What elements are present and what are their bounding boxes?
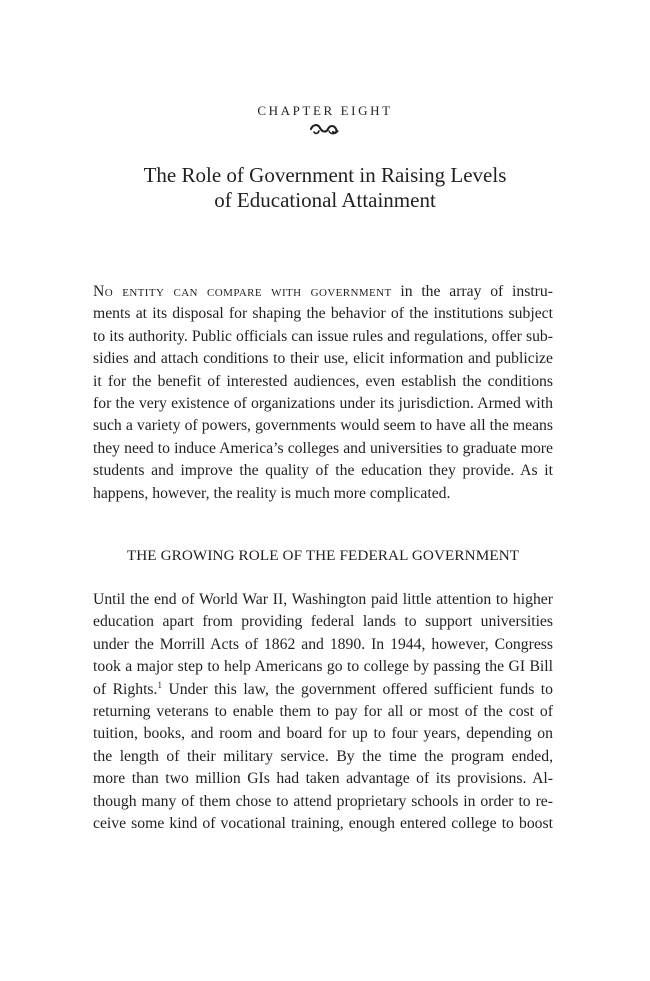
- body-paragraph: [93, 589, 553, 835]
- paragraph-line: took a major step to help Americans go to college by passing the GI Bill: [93, 658, 553, 676]
- paragraph-line: [93, 281, 553, 303]
- line-text: of Rights.: [93, 680, 158, 698]
- paragraph-line: returning veterans to enable them to pay for all or most of the cost of: [93, 702, 553, 720]
- paragraph-line: more than two million GIs had taken advantage of its provisions. Al-: [93, 770, 553, 788]
- lead-in-small-caps: No entity can compare with government: [93, 283, 392, 300]
- paragraph-line: Until the end of World War II, Washington paid little attention to higher: [93, 591, 553, 608]
- paragraph-line: such a variety of powers, governments would seem to have all the means: [93, 417, 553, 435]
- paragraph-line: the length of their military service. By the time the program ended,: [93, 747, 553, 765]
- chapter-title-line: The Role of Government in Raising Levels: [143, 163, 507, 187]
- paragraph-line: for the very existence of organizations under its jurisdiction. Armed with: [93, 394, 553, 412]
- paragraph-line: [93, 679, 553, 701]
- paragraph-line: happens, however, the reality is much more complicated.: [93, 484, 451, 502]
- footnote-reference[interactable]: 1: [157, 679, 162, 690]
- paragraph-line: education apart from providing federal lands to support universities: [93, 613, 553, 631]
- paragraph-line: ments at its disposal for shaping the behavior of the institutions subject: [93, 305, 553, 323]
- fleuron-swash-icon: [309, 121, 341, 137]
- chapter-label: CHAPTER EIGHT: [257, 103, 393, 118]
- paragraph-line: it for the benefit of interested audiences, even establish the conditions: [93, 372, 553, 390]
- paragraph-line: though many of them chose to attend proprietary schools in order to re-: [93, 792, 553, 810]
- paragraph-line: under the Morrill Acts of 1862 and 1890. In 1944, however, Congress: [93, 635, 553, 653]
- paragraph-line: they need to induce America’s colleges and universities to graduate more: [93, 439, 553, 457]
- paragraph-line: to its authority. Public officials can issue rules and regulations, offer sub-: [93, 327, 553, 345]
- chapter-title-line: of Educational Attainment: [214, 188, 436, 212]
- line-text: in the array of instru-: [391, 283, 553, 300]
- paragraph-line: students and improve the quality of the education they provide. As it: [93, 462, 553, 480]
- paragraph-line: ceive some kind of vocational training, enough entered college to boost: [93, 814, 553, 832]
- opening-paragraph: [93, 281, 553, 505]
- line-text: Under this law, the government offered sufficient funds to: [161, 680, 553, 698]
- section-heading: THE GROWING ROLE OF THE FEDERAL GOVERNMENT: [126, 547, 520, 564]
- chapter-title: [0, 163, 650, 213]
- paragraph-line: tuition, books, and room and board for up to four years, depending on: [93, 725, 553, 743]
- paragraph-line: sidies and attach conditions to their use, elicit information and publicize: [93, 350, 553, 368]
